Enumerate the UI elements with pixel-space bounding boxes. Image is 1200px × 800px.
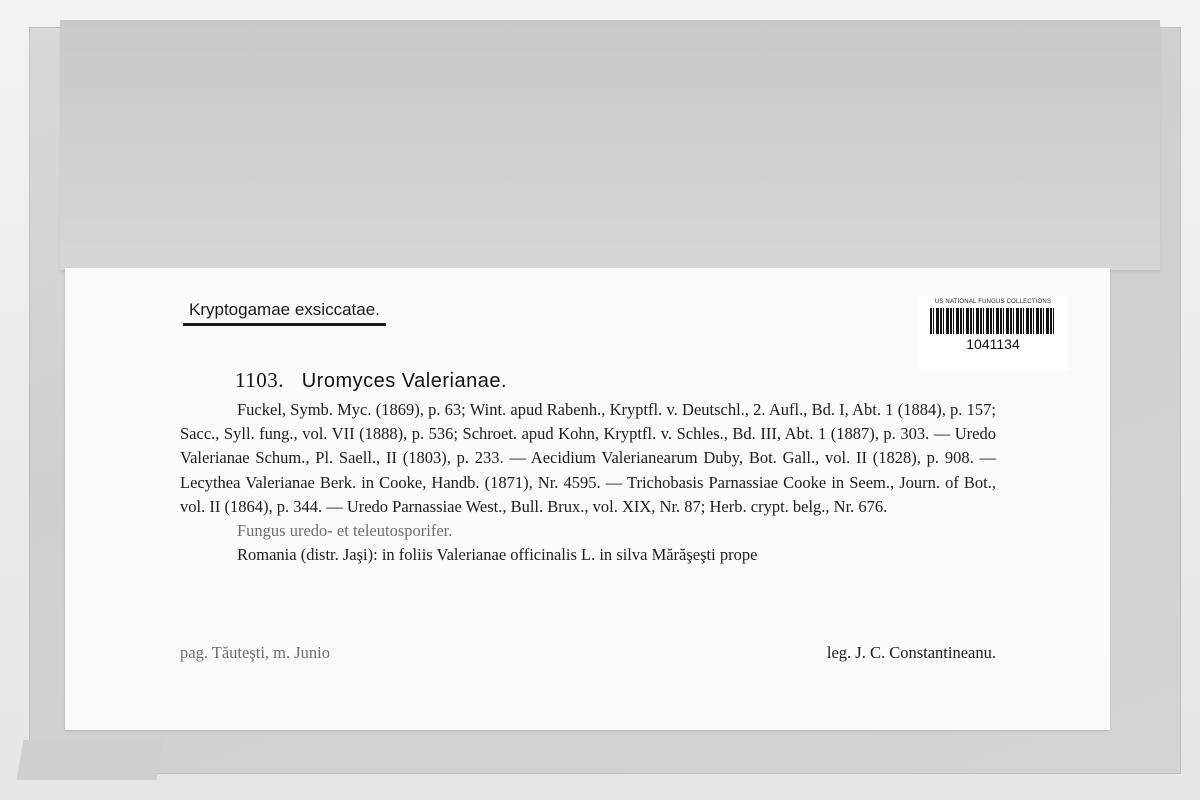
packet-flap xyxy=(60,20,1160,270)
label-body xyxy=(180,398,996,567)
exsiccata-label xyxy=(65,268,1110,730)
fungus-note: Fungus uredo- et teleutosporifer. xyxy=(237,521,453,541)
packet-fold xyxy=(16,740,163,780)
species-number: 1103. xyxy=(235,368,284,392)
barcode-collection-name: US NATIONAL FUNGUS COLLECTIONS xyxy=(934,299,1052,305)
signature-line xyxy=(180,643,996,663)
barcode-icon xyxy=(930,308,1056,334)
collector-name: leg. J. C. Constantineanu. xyxy=(826,643,996,662)
species-heading xyxy=(235,368,507,393)
series-title: Kryptogamae exsiccatae. xyxy=(183,300,386,326)
species-name: Uromyces Valerianae. xyxy=(301,370,507,392)
barcode-sticker xyxy=(919,296,1067,370)
references-text: Fuckel, Symb. Myc. (1869), p. 63; Wint. apud Rabenh., Kryptfl. v. Deutschl., 2. Aufl., Bd. I, Abt. 1 (1884), p. 157; Sacc., Syll. fung., vol. VII (1888), p. 536; Schroet. apud Kohn, Kryptfl. v. Schles., Bd. III, Abt. 1 (1887), p. 303. — Uredo Valerianae Schum., Pl. Saell., II (1803), p. 233. — Aecidium Valerianearum Duby, Bot. Gall., vol. II (1828), p. 908. — Lecythea Valerianae Berk. in Cooke, Handb. (1871), Nr. 4595. — Trichobasis Parnassiae Cooke in Seem., Journ. of Bot., vol. II (1864), p. 344. — Uredo Parnassiae West., Bull. Brux., vol. XIX, Nr. 87; Herb. crypt. belg., Nr. 676. xyxy=(180,400,996,516)
locality-end: pag. Tăuteşti, m. Junio xyxy=(180,643,331,662)
barcode-number: 1041134 xyxy=(966,336,1020,352)
locality-text: Romania (distr. Jaşi): in foliis Valerianae officinalis L. in silva Mărăşeşti prope xyxy=(237,545,758,565)
